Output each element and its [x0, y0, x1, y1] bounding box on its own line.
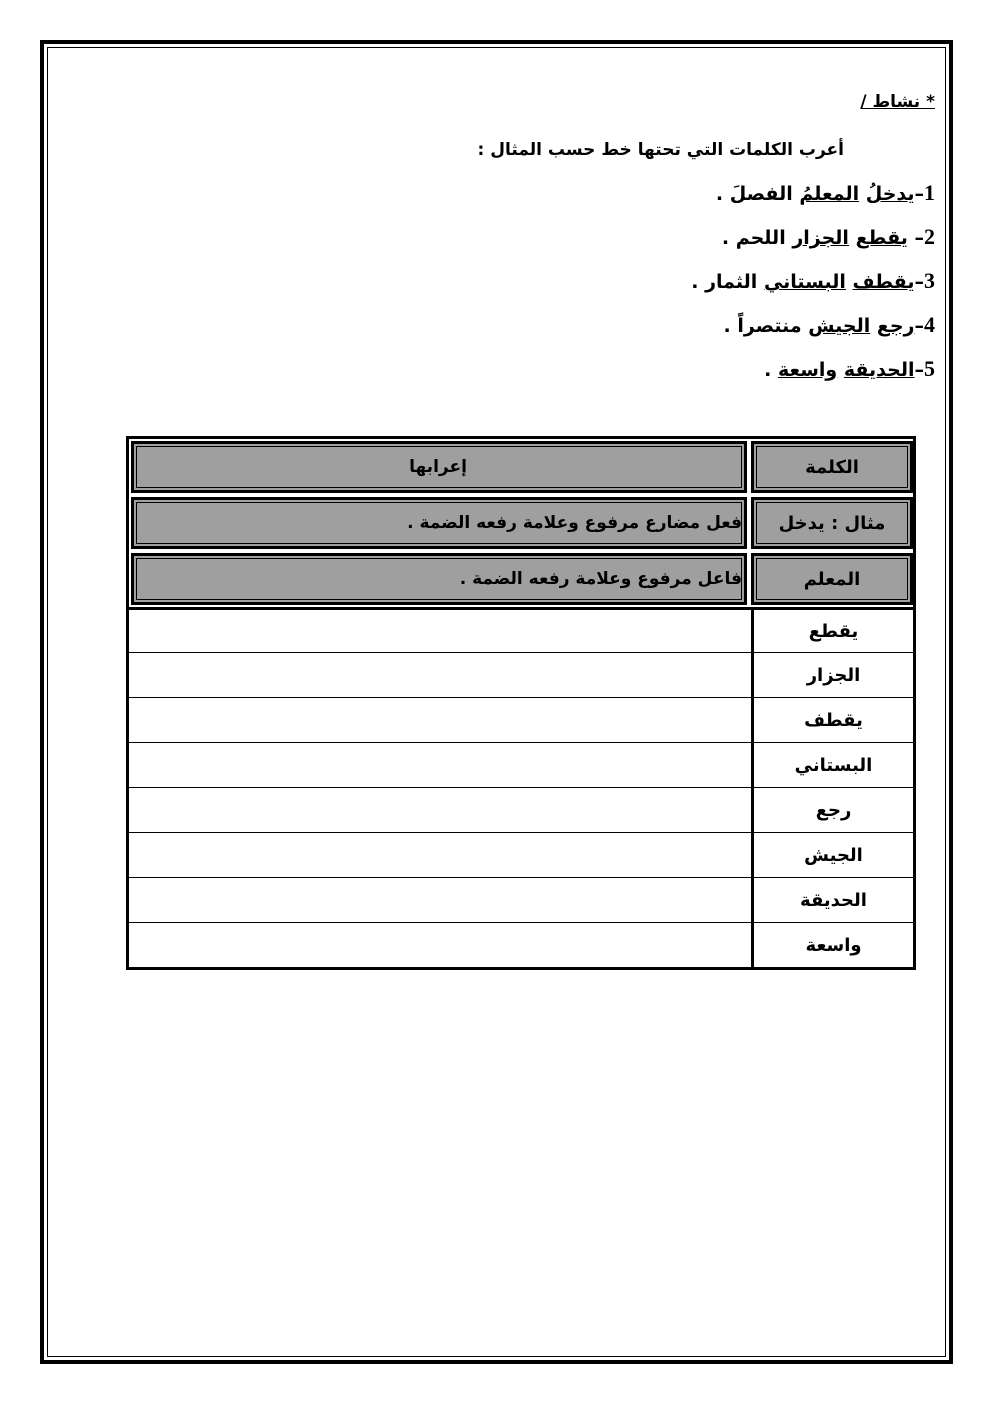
- space: [837, 359, 844, 381]
- word-cell: الجزار: [751, 653, 913, 697]
- underlined-word: الجيش: [808, 315, 871, 337]
- sentence-5: [764, 356, 935, 382]
- word-cell: الحديقة: [751, 878, 913, 922]
- sentence-rest: الثمار .: [691, 271, 764, 293]
- header-parse-cell: إعرابها: [131, 441, 747, 493]
- sentence-3: [691, 268, 935, 294]
- table-row: [129, 877, 913, 922]
- answer-cell[interactable]: [129, 878, 751, 922]
- sentence-1: [716, 180, 935, 206]
- sentence-number: 3: [924, 268, 935, 293]
- sentence-rest: .: [764, 359, 778, 381]
- underlined-word: واسعة: [777, 359, 838, 381]
- table-row: [129, 697, 913, 742]
- answer-cell[interactable]: [129, 610, 751, 652]
- sentence-number: 5: [924, 356, 935, 381]
- underlined-word: المعلمُ: [799, 183, 860, 205]
- table-row: [129, 787, 913, 832]
- example-row: [129, 495, 913, 551]
- sentence-separator: –: [914, 315, 924, 337]
- underlined-word: يقطع: [855, 227, 908, 249]
- space: [849, 227, 856, 249]
- answer-cell[interactable]: [129, 698, 751, 742]
- example-row: [129, 551, 913, 607]
- answer-cell[interactable]: [129, 833, 751, 877]
- answer-cell[interactable]: [129, 923, 751, 967]
- space: [846, 271, 853, 293]
- sentence-separator: –: [914, 359, 924, 381]
- sentence-rest: الفصلَ .: [715, 183, 800, 205]
- word-cell: يقطع: [751, 610, 913, 652]
- table-row: [129, 742, 913, 787]
- sentence-separator: –: [914, 271, 924, 293]
- space: [870, 315, 877, 337]
- header-word-cell: الكلمة: [751, 441, 913, 493]
- sentence-separator: –: [914, 183, 924, 205]
- sentence-rest: اللحم .: [721, 227, 793, 249]
- sentence-number: 1: [924, 180, 935, 205]
- underlined-word: رجع: [876, 315, 915, 337]
- sentence-rest: منتصراً .: [723, 315, 809, 337]
- underlined-word: يدخلُ: [865, 183, 915, 205]
- example-word-cell: مثال : يدخل: [751, 497, 913, 549]
- answer-cell[interactable]: [129, 743, 751, 787]
- word-cell: الجيش: [751, 833, 913, 877]
- answer-cell[interactable]: [129, 788, 751, 832]
- parsing-table: [126, 436, 916, 970]
- word-cell: رجع: [751, 788, 913, 832]
- table-row: [129, 832, 913, 877]
- word-cell: يقطف: [751, 698, 913, 742]
- instruction-text: أعرب الكلمات التي تحتها خط حسب المثال :: [477, 140, 844, 160]
- word-cell: البستاني: [751, 743, 913, 787]
- sentence-separator: –: [907, 227, 924, 249]
- table-row: [129, 922, 913, 967]
- answer-cell[interactable]: [129, 653, 751, 697]
- space: [859, 183, 866, 205]
- sentence-number: 4: [924, 312, 935, 337]
- sentence-2: [722, 224, 935, 250]
- table-row: [129, 652, 913, 697]
- example-parse-cell: فاعل مرفوع وعلامة رفعه الضمة .: [131, 553, 747, 605]
- sentence-4: [724, 312, 936, 338]
- table-row: [129, 607, 913, 652]
- word-cell: واسعة: [751, 923, 913, 967]
- example-parse-cell: فعل مضارع مرفوع وعلامة رفعه الضمة .: [131, 497, 747, 549]
- underlined-word: الحديقة: [843, 359, 915, 381]
- sentence-number: 2: [924, 224, 935, 249]
- table-header-row: [129, 439, 913, 495]
- activity-heading: * نشاط /: [860, 92, 935, 112]
- underlined-word: البستاني: [763, 271, 846, 293]
- underlined-word: الجزار: [792, 227, 849, 249]
- underlined-word: يقطف: [852, 271, 915, 293]
- example-word-cell: المعلم: [751, 553, 913, 605]
